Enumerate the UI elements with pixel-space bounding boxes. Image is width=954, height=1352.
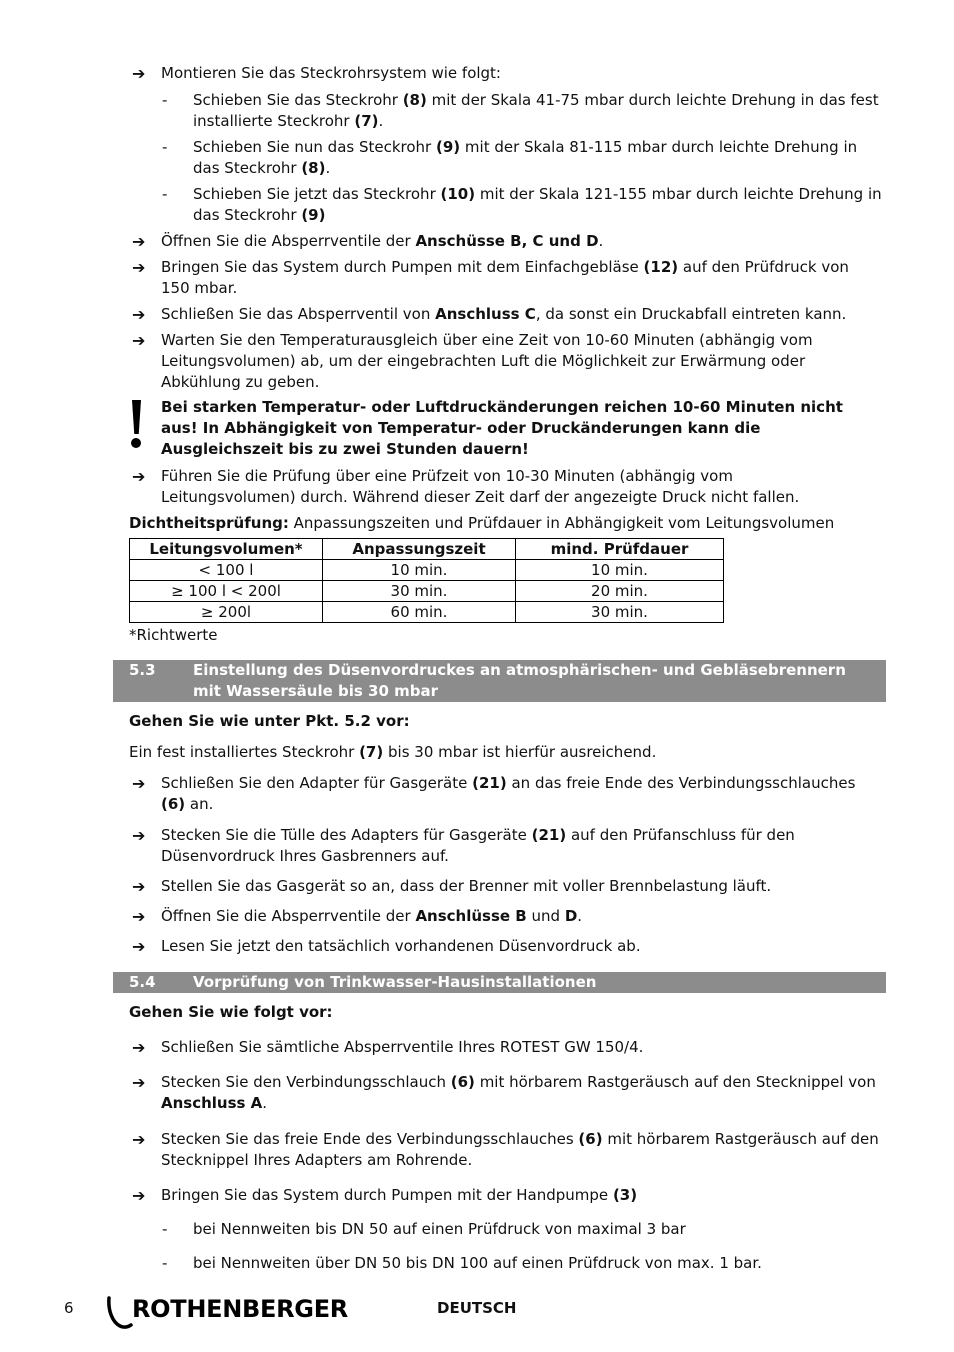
step-open-valves: Öffnen Sie die Absperrventile der Anschüsse B, C und D. [161, 232, 604, 250]
table-row [130, 581, 724, 602]
arrow-icon: ➔ [132, 467, 146, 486]
step-hand-pump: Bringen Sie das System durch Pumpen mit der Handpumpe (3) [161, 1186, 638, 1204]
step-close-valve: Schließen Sie das Absperrventil von Anschluss C, da sonst ein Druckabfall eintreten kann. [161, 305, 847, 323]
leak-test-table [129, 538, 724, 623]
section-paragraph: Ein fest installiertes Steckrohr (7) bis 30 mbar ist hierfür ausreichend. [129, 743, 657, 761]
section-intro: Gehen Sie wie folgt vor: [129, 1003, 333, 1021]
step-connect-adapter: Schließen Sie den Adapter für Gasgeräte (21) an das freie Ende des Verbindungsschlauches (6) an. [161, 774, 856, 813]
logo-wordmark: ROTHENBERGER [132, 1295, 348, 1323]
step-plug-adapter: Stecken Sie die Tülle des Adapters für Gasgeräte (21) auf den Prüfanschluss für den Düsenvordruck Ihres Gasbrenners auf. [161, 826, 795, 865]
arrow-icon: ➔ [132, 232, 146, 251]
table-row [130, 560, 724, 581]
dash-bullet: - [162, 1254, 168, 1272]
column-header: Anpassungszeit [323, 539, 516, 560]
substep-1: Schieben Sie das Steckrohr (8) mit der Skala 41-75 mbar durch leichte Drehung in das fest installierte Steckrohr (7). [193, 91, 879, 130]
table-cell: ≥ 100 l < 200l [130, 581, 323, 602]
step-mount-intro: Montieren Sie das Steckrohrsystem wie folgt: [161, 64, 501, 82]
step-read-pressure: Lesen Sie jetzt den tatsächlich vorhandenen Düsenvordruck ab. [161, 937, 641, 955]
arrow-icon: ➔ [132, 1038, 146, 1057]
table-header-row [130, 539, 724, 560]
substep-2: Schieben Sie nun das Steckrohr (9) mit der Skala 81-115 mbar durch leichte Drehung in das Steckrohr (8). [193, 138, 858, 177]
section-number: 5.4 [129, 973, 156, 991]
step-connect-hose-end: Stecken Sie das freie Ende des Verbindungsschlauches (6) mit hörbarem Rastgeräusch auf den Stecknippel Ihres Adapters am Rohrende. [161, 1130, 879, 1169]
warning-text: Bei starken Temperatur- oder Luftdruckänderungen reichen 10-60 Minuten nicht aus! In Abhängigkeit von Temperatur- oder Druckänderungen kann die Ausgleichszeit bis zu zwei Stunden dauern! [161, 398, 843, 458]
page-number: 6 [64, 1299, 74, 1317]
rothenberger-logo [106, 1296, 348, 1330]
step-start-burner: Stellen Sie das Gasgerät so an, dass der Brenner mit voller Brennbelastung läuft. [161, 877, 772, 895]
arrow-icon: ➔ [132, 1130, 146, 1149]
arrow-icon: ➔ [132, 774, 146, 793]
table-cell: 30 min. [516, 602, 724, 623]
arrow-icon: ➔ [132, 64, 146, 83]
arrow-icon: ➔ [132, 331, 146, 350]
arrow-icon: ➔ [132, 258, 146, 277]
arrow-icon: ➔ [132, 305, 146, 324]
column-header: Leitungsvolumen* [130, 539, 323, 560]
arrow-icon: ➔ [132, 826, 146, 845]
substep-3: Schieben Sie jetzt das Steckrohr (10) mit der Skala 121-155 mbar durch leichte Drehung in das Steckrohr (9) [193, 185, 882, 224]
table-row [130, 602, 724, 623]
section-heading-5-3 [113, 660, 886, 702]
section-title: Vorprüfung von Trinkwasser-Hausinstallationen [193, 973, 597, 991]
arrow-icon: ➔ [132, 1186, 146, 1205]
substep-dn50: bei Nennweiten bis DN 50 auf einen Prüfdruck von maximal 3 bar [193, 1220, 686, 1238]
substep-dn100: bei Nennweiten über DN 50 bis DN 100 auf einen Prüfdruck von max. 1 bar. [193, 1254, 762, 1272]
step-test: Führen Sie die Prüfung über eine Prüfzeit von 10-30 Minuten (abhängig vom Leitungsvolumen) durch. Während dieser Zeit darf der angezeigte Druck nicht fallen. [161, 467, 800, 506]
step-pump: Bringen Sie das System durch Pumpen mit dem Einfachgebläse (12) auf den Prüfdruck von 150 mbar. [161, 258, 849, 297]
step-open-valves-bd: Öffnen Sie die Absperrventile der Anschlüsse B und D. [161, 907, 583, 925]
table-cell: 20 min. [516, 581, 724, 602]
arrow-icon: ➔ [132, 1073, 146, 1092]
section-title: Einstellung des Düsenvordruckes an atmosphärischen- und Gebläsebrennern mit Wassersäule bis 30 mbar [193, 661, 846, 700]
table-cell: < 100 l [130, 560, 323, 581]
step-close-all-valves: Schließen Sie sämtliche Absperrventile Ihres ROTEST GW 150/4. [161, 1038, 644, 1056]
table-caption: Dichtheitsprüfung: Anpassungszeiten und Prüfdauer in Abhängigkeit vom Leitungsvolumen [129, 514, 835, 532]
section-number: 5.3 [129, 661, 156, 679]
table-cell: ≥ 200l [130, 602, 323, 623]
table-cell: 10 min. [516, 560, 724, 581]
footer-language: DEUTSCH [437, 1299, 517, 1317]
section-heading-5-4 [113, 972, 886, 993]
table-cell: 30 min. [323, 581, 516, 602]
dash-bullet: - [162, 185, 168, 203]
step-wait: Warten Sie den Temperaturausgleich über eine Zeit von 10-60 Minuten (abhängig vom Leitungsvolumen) ab, um der eingebrachten Luft die Möglichkeit zur Erwärmung oder Abkühlung zu geben. [161, 331, 813, 391]
table-cell: 10 min. [323, 560, 516, 581]
arrow-icon: ➔ [132, 937, 146, 956]
dash-bullet: - [162, 138, 168, 156]
table-cell: 60 min. [323, 602, 516, 623]
arrow-icon: ➔ [132, 877, 146, 896]
table-note: *Richtwerte [129, 626, 218, 644]
section-intro: Gehen Sie wie unter Pkt. 5.2 vor: [129, 712, 410, 730]
column-header: mind. Prüfdauer [516, 539, 724, 560]
step-connect-hose: Stecken Sie den Verbindungsschlauch (6) mit hörbarem Rastgeräusch auf den Stecknippel von Anschluss A. [161, 1073, 876, 1112]
dash-bullet: - [162, 1220, 168, 1238]
dash-bullet: - [162, 91, 168, 109]
arrow-icon: ➔ [132, 907, 146, 926]
